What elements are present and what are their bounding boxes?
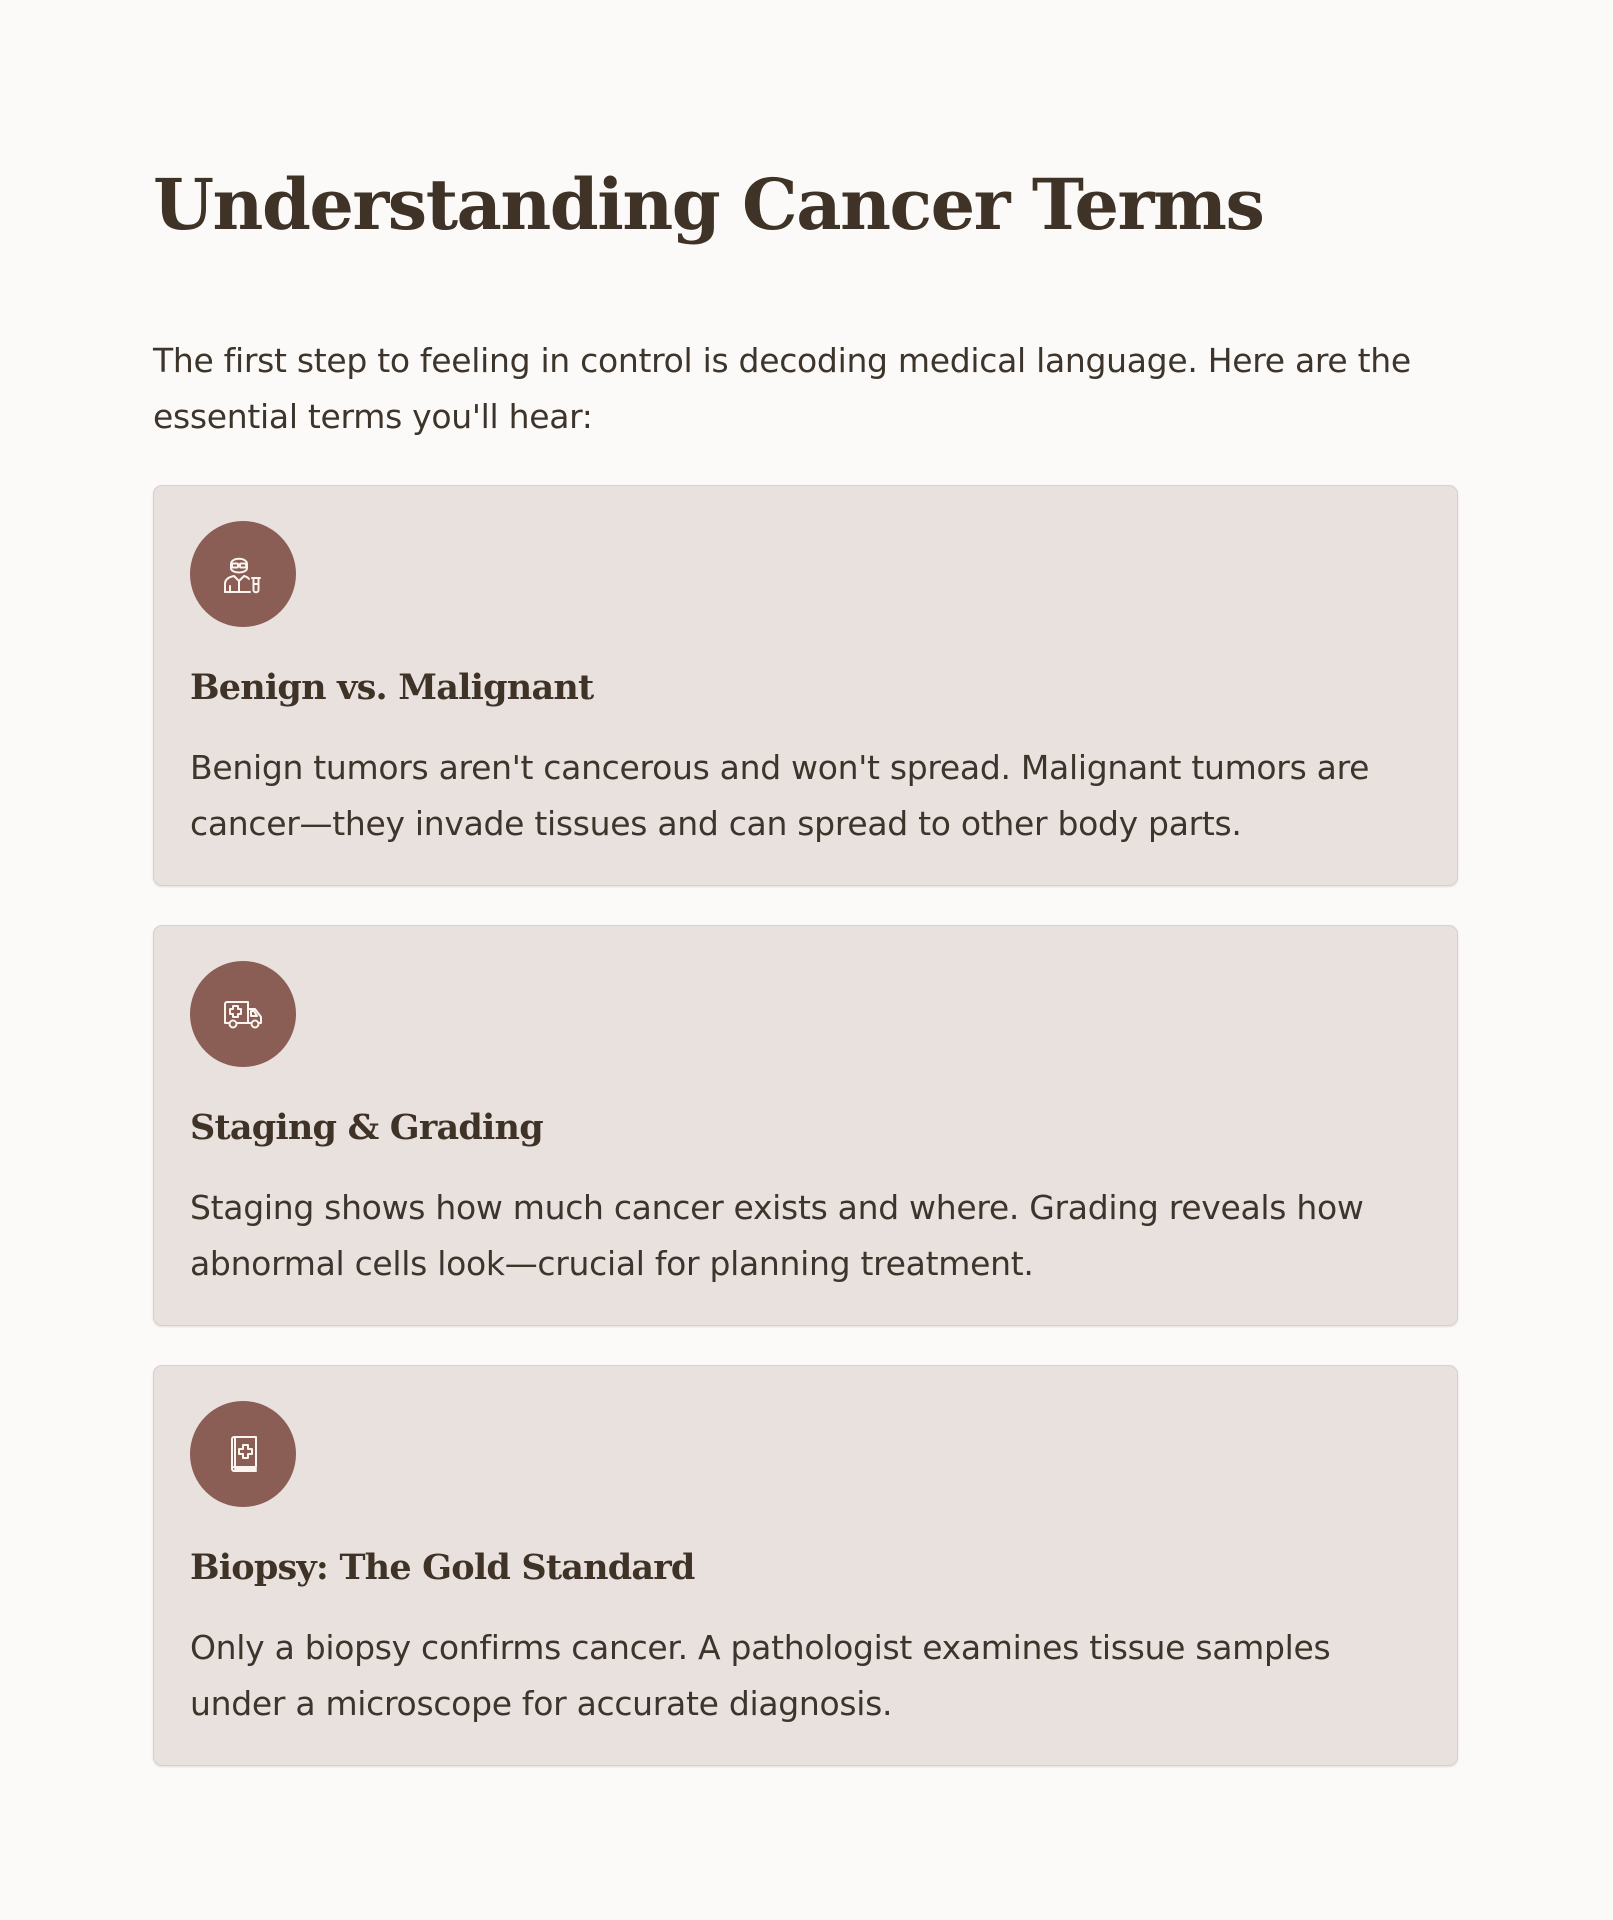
term-card-biopsy [153, 1365, 1458, 1766]
ambulance-icon [190, 961, 296, 1067]
card-description: Staging shows how much cancer exists and where. Grading reveals how abnormal cells look—crucial for planning treatment. [190, 1188, 1364, 1283]
scientist-icon [190, 521, 296, 627]
card-title: Benign vs. Malignant [190, 667, 594, 708]
card-description: Benign tumors aren't cancerous and won't spread. Malignant tumors are cancer—they invade tissues and can spread to other body parts. [190, 748, 1370, 843]
term-card-benign-malignant [153, 485, 1458, 886]
card-description: Only a biopsy confirms cancer. A pathologist examines tissue samples under a microscope for accurate diagnosis. [190, 1628, 1331, 1723]
page-title: Understanding Cancer Terms [153, 163, 1264, 246]
card-title: Staging & Grading [190, 1107, 543, 1148]
intro-paragraph: The first step to feeling in control is decoding medical language. Here are the essential terms you'll hear: [153, 341, 1411, 436]
term-card-staging-grading [153, 925, 1458, 1326]
medical-book-icon [190, 1401, 296, 1507]
card-title: Biopsy: The Gold Standard [190, 1547, 695, 1588]
